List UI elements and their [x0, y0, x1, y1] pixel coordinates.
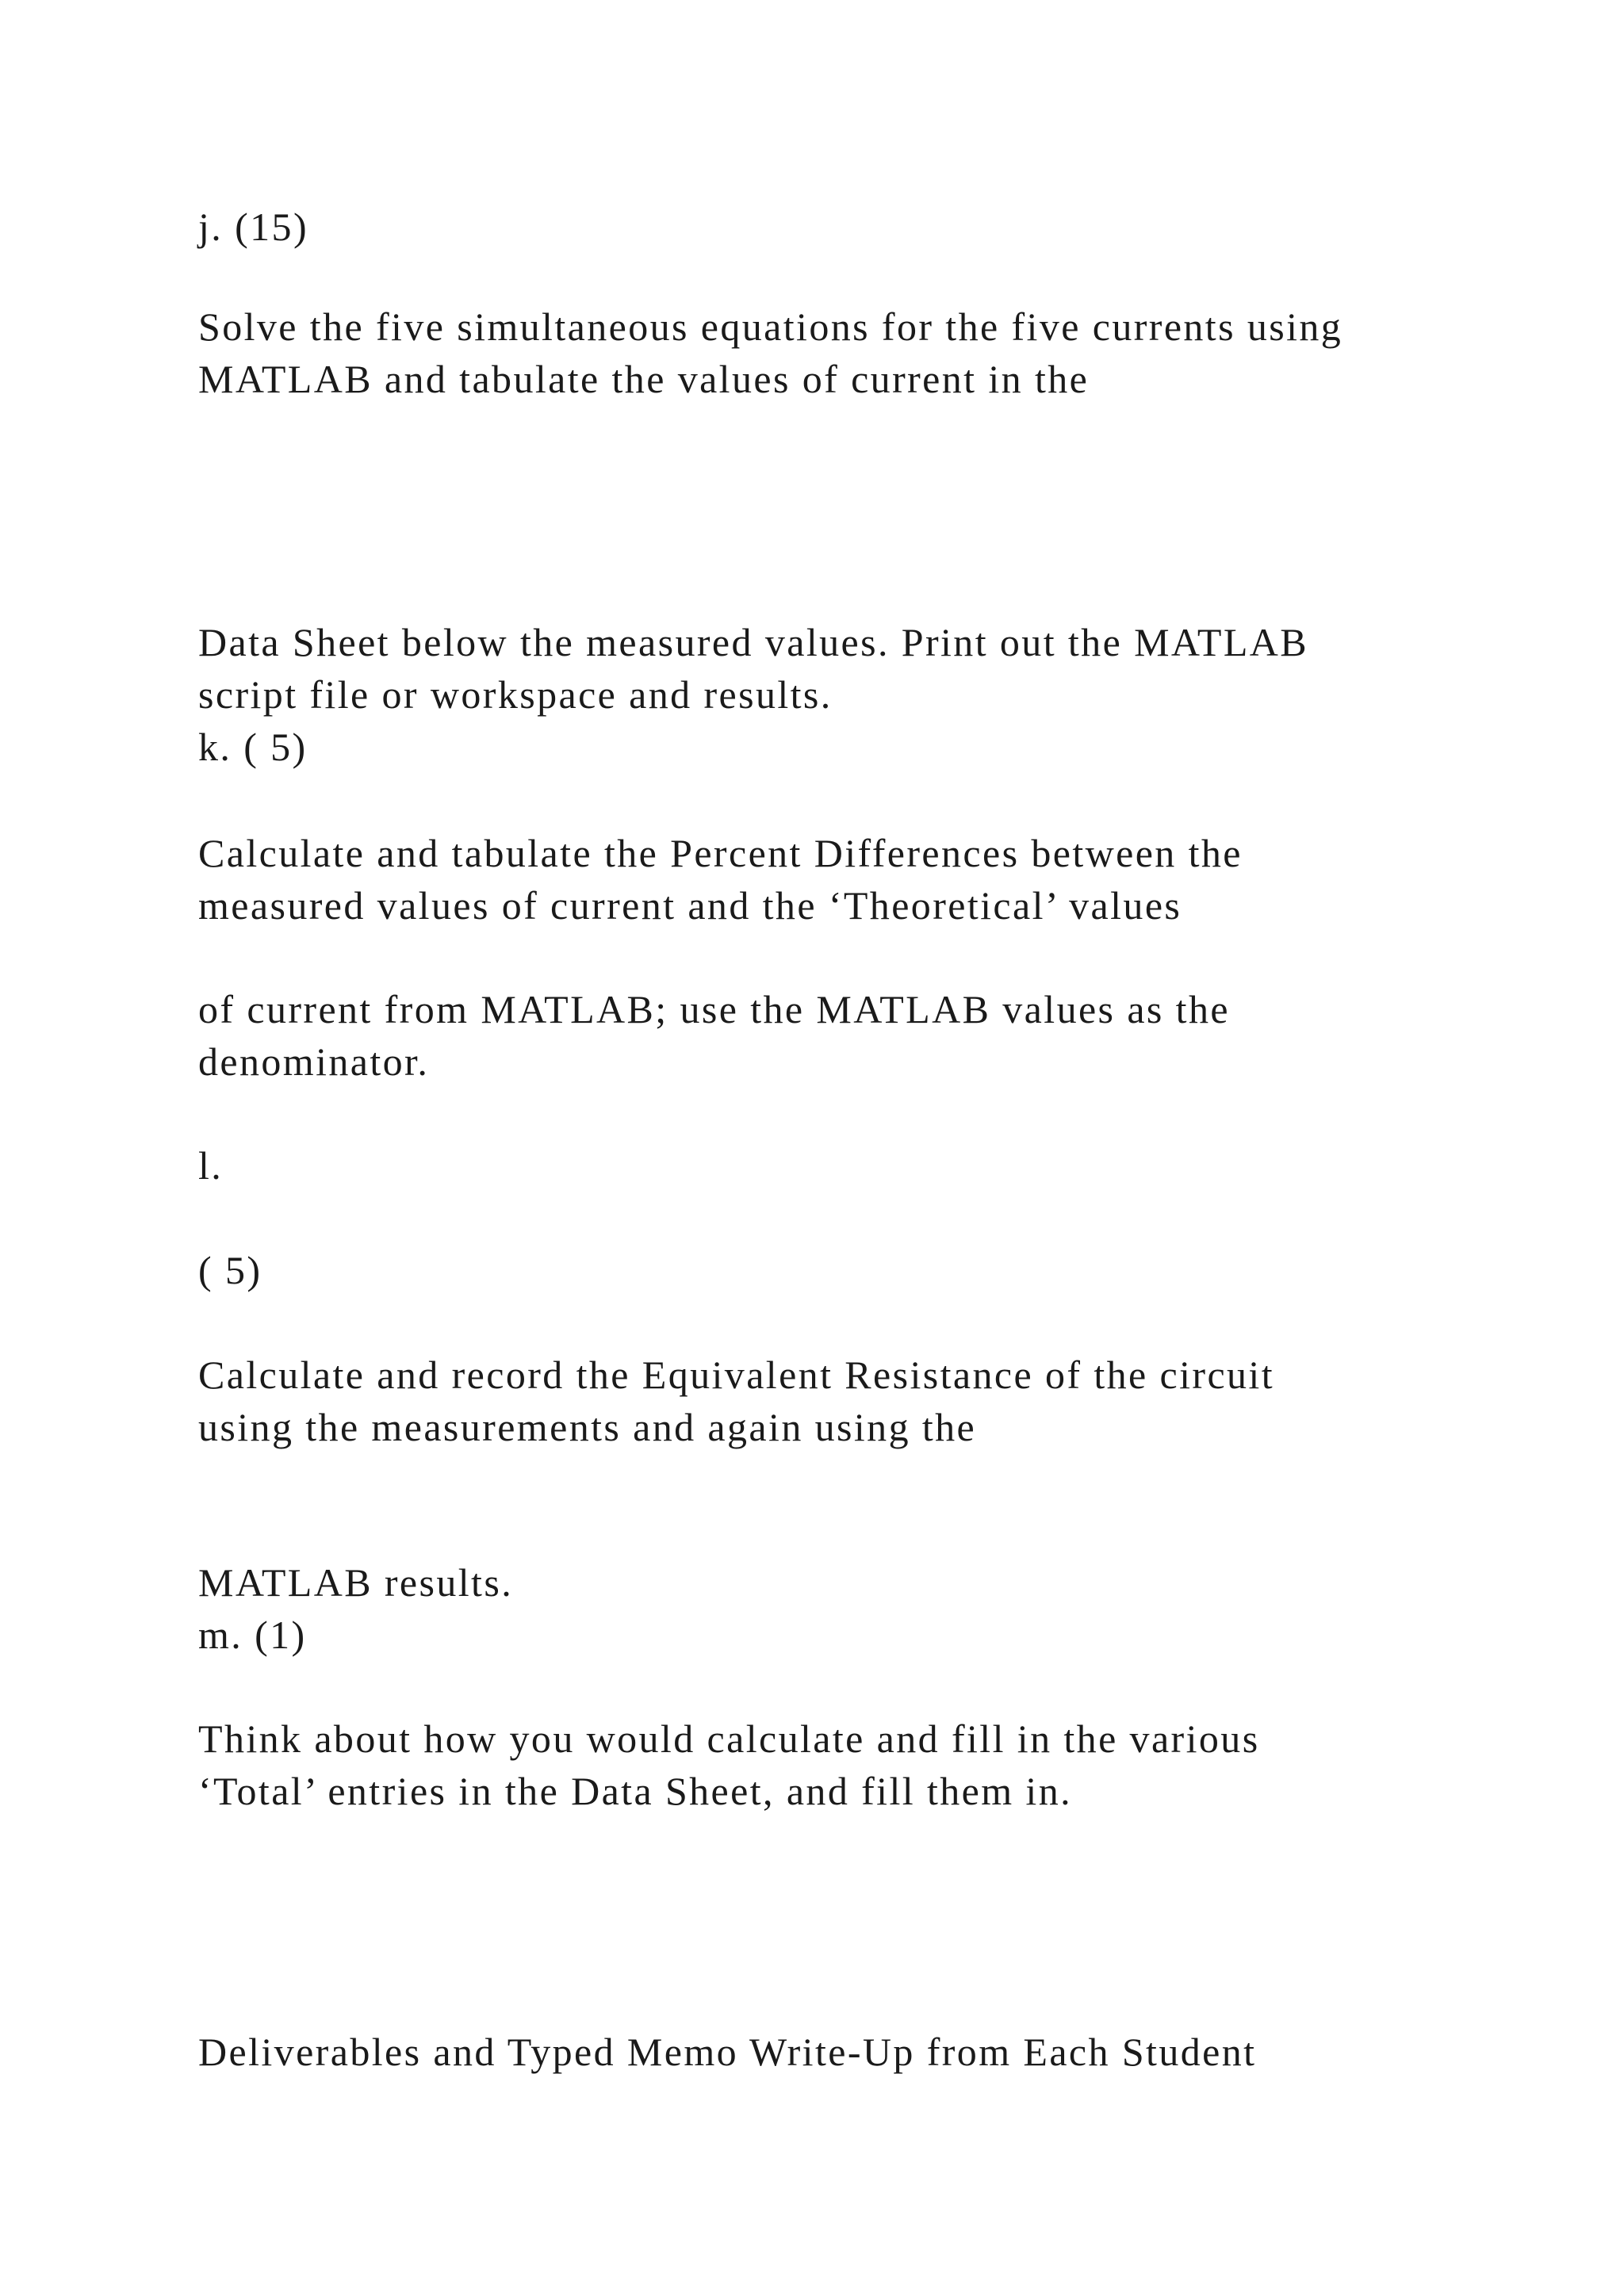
item-l-label: l.: [198, 1143, 224, 1188]
item-k-label: k. ( 5): [198, 725, 308, 769]
item-j-text-line-4: script file or workspace and results.: [198, 672, 833, 717]
item-j-text-line-3: Data Sheet below the measured values. Print out the MATLAB: [198, 620, 1309, 664]
item-m-text-line-2: ‘Total’ entries in the Data Sheet, and fill them in.: [198, 1769, 1073, 1813]
item-m-label: m. (1): [198, 1613, 307, 1657]
item-l-points: ( 5): [198, 1248, 262, 1292]
item-j-text-line-1: Solve the five simultaneous equations for the five currents using: [198, 304, 1343, 349]
item-j-text-line-2: MATLAB and tabulate the values of current in the: [198, 357, 1090, 401]
item-k-text-line-1: Calculate and tabulate the Percent Differences between the: [198, 831, 1243, 875]
section-heading: Deliverables and Typed Memo Write-Up from Each Student: [198, 2030, 1257, 2074]
item-j-label: j. (15): [198, 205, 308, 249]
item-l-text-line-3: MATLAB results.: [198, 1560, 514, 1605]
item-k-text-line-2: measured values of current and the ‘Theoretical’ values: [198, 883, 1182, 928]
item-k-text-line-3: of current from MATLAB; use the MATLAB values as the: [198, 987, 1230, 1031]
item-l-text-line-1: Calculate and record the Equivalent Resistance of the circuit: [198, 1353, 1275, 1397]
item-m-text-line-1: Think about how you would calculate and fill in the various: [198, 1716, 1260, 1761]
item-l-text-line-2: using the measurements and again using the: [198, 1405, 977, 1449]
item-k-text-line-4: denominator.: [198, 1039, 430, 1084]
